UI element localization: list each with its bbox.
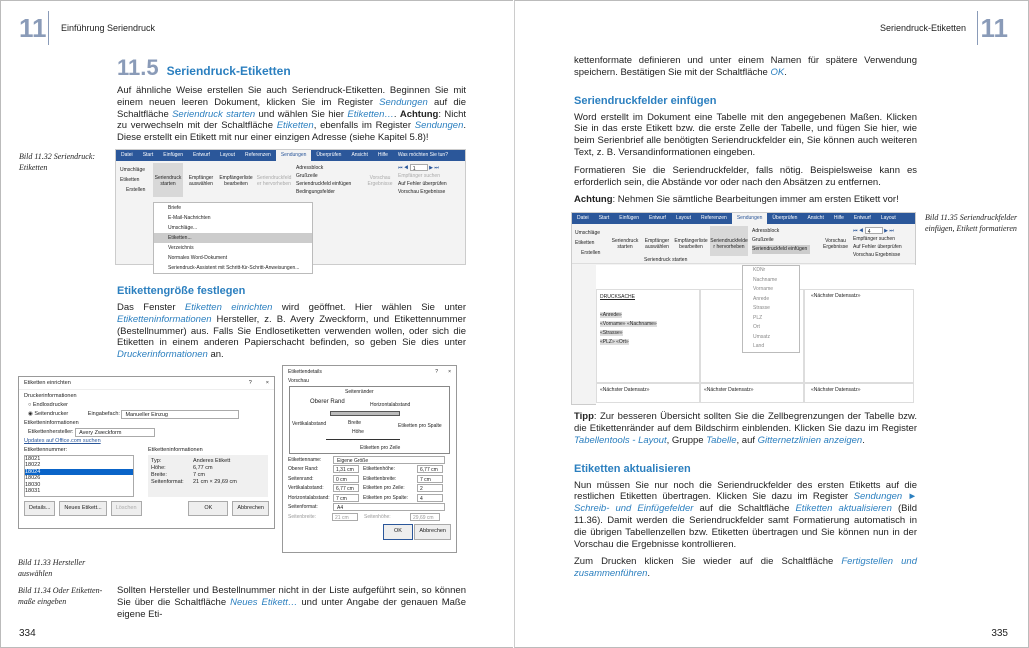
ribbon-tab[interactable]: Überprüfen [772, 215, 798, 222]
section-heading [117, 55, 466, 81]
list-item[interactable]: 18026 [25, 475, 41, 482]
measure-input[interactable]: 4 [417, 494, 443, 502]
ribbon-tab[interactable]: Einfügen [619, 215, 639, 222]
text-run: und wählen Sie hier [255, 108, 348, 120]
menu-item[interactable]: Strasse [753, 305, 770, 312]
subheading: Etiketten aktualisieren [574, 462, 691, 475]
help-button[interactable]: ? [435, 368, 439, 375]
text-run: : Zur besseren Übersicht sollten Sie die Zellbegrenzungen der Tabelle bzw. die Etikettenränder auf dem Bildschirm einblenden. Klicken Sie dazu im Register [574, 411, 917, 434]
field-label: Etiketten pro Spalte: [363, 494, 409, 501]
field-label: Etikettenbreite: [363, 475, 397, 482]
dialog-title: Etikettendetails [288, 368, 322, 375]
ribbon-tab[interactable]: Hilfe [377, 151, 388, 158]
text-run: . [393, 108, 400, 120]
paragraph [574, 165, 917, 189]
create-group [120, 165, 145, 195]
paragraph [574, 480, 917, 551]
text-run: Das Fenster [117, 301, 185, 313]
ui-reference: Tabellentools - Layout [574, 434, 667, 446]
ui-reference: Gitternetzlinien anzeigen [757, 434, 863, 446]
ok-button[interactable]: OK [383, 524, 413, 540]
highlight-fields-button[interactable]: Seriendruckfelder hervorheben [256, 174, 292, 187]
group-label: Seriendruck starten [644, 257, 688, 264]
ui-reference: Fertigstellen und zusammenführen [574, 556, 917, 580]
info-key: Höhe: [151, 464, 166, 471]
bold-label: Achtung [399, 108, 439, 120]
update-link[interactable]: Updates auf Office.com suchen [24, 437, 101, 444]
group-label: Vorschau Ergebnisse [398, 188, 446, 195]
greeting-button[interactable]: Grußzeile [752, 237, 774, 244]
list-item[interactable]: 18021 [25, 455, 41, 462]
ribbon-tabs [116, 150, 465, 161]
text-run: Hersteller, z. B. Avery Zweckform, und Etikettennummer (Bestellnummer) aus. Falls Sie Endlosetiketten verwenden wollen, oder sich die Etiketten in einem anderen Papierschacht befinden, so geben Sie dies unter [117, 313, 466, 349]
tray-label: Eingabefach: [87, 410, 120, 417]
group-label: Vorschau Ergebnisse [853, 252, 901, 259]
details-button[interactable]: Details... [24, 501, 55, 516]
close-button[interactable]: × [448, 368, 451, 375]
right-page [514, 0, 1029, 648]
info-value: 7 cm [193, 471, 205, 478]
page-height-input[interactable]: 29,69 cm [410, 513, 440, 521]
radio-page-printer[interactable]: ◉ [28, 410, 35, 417]
address-block-button[interactable]: Adressblock [296, 164, 324, 171]
bold-label: Tipp [574, 411, 594, 423]
page-format-select[interactable]: A4 [333, 503, 445, 511]
labels-button[interactable]: Etiketten [575, 240, 595, 247]
info-row [151, 458, 265, 465]
insert-field-button[interactable]: Seriendruckfeld einfügen [296, 180, 352, 187]
radio-continuous[interactable]: ○ [28, 401, 33, 408]
field-label: Etikettenhöhe: [363, 466, 395, 473]
figure-caption: Bild 11.34 Oder Etiketten-maße eingeben [18, 585, 103, 606]
figure [571, 212, 1018, 405]
ribbon-tab[interactable]: Sendungen [732, 213, 768, 224]
menu-item[interactable]: PLZ [753, 314, 763, 321]
label-number-list[interactable] [24, 455, 134, 497]
measure-input[interactable]: 7 cm [417, 475, 443, 483]
start-merge-button[interactable]: Seriendruck starten [611, 238, 639, 251]
ribbon-tab[interactable]: Entwurf [649, 215, 666, 222]
paragraph [574, 194, 917, 206]
ui-reference: Etiketten… [347, 108, 394, 120]
menu-item[interactable]: Umsatz [753, 333, 770, 340]
field-label: Oberer Rand: [288, 466, 319, 473]
field-label: Vertikalabstand: [288, 485, 324, 492]
ok-button[interactable]: OK [188, 501, 228, 516]
field-label: Etiketten pro Zeile: [363, 485, 405, 492]
measure-input[interactable]: 6,77 cm [417, 465, 443, 473]
group-label: Erstellen [126, 186, 146, 193]
menu-item[interactable]: E-Mail-Nachrichten [168, 214, 211, 221]
preview-button[interactable]: Vorschau Ergebnisse [367, 174, 393, 187]
text-run: Nun müssen Sie nur noch die Seriendruckfelder des ersten Etiketts auf die restlichen Etiketten übertragen. Klicken Sie dazu im Register [574, 479, 917, 503]
list-item[interactable]: 18024 [25, 469, 133, 476]
paragraph [117, 302, 466, 361]
diagram-label: Horizontalabstand [370, 401, 411, 408]
ribbon-tab[interactable]: Entwurf [193, 151, 210, 158]
field-label: Seitenrand: [288, 475, 314, 482]
paragraph [574, 556, 917, 580]
menu-item[interactable]: Land [753, 343, 765, 350]
address-block-button[interactable]: Adressblock [752, 228, 780, 235]
diagram-label: Oberer Rand [310, 398, 345, 405]
info-value: Anderes Etikett [193, 457, 231, 464]
text-run: . [862, 434, 865, 446]
menu-item[interactable]: Vorname [753, 286, 774, 293]
delete-button[interactable]: Löschen [111, 501, 142, 516]
running-head: Einführung Seriendruck [61, 23, 156, 33]
preview-button[interactable]: Vorschau Ergebnisse [822, 238, 848, 251]
measure-input[interactable]: 2 [417, 484, 443, 492]
text-run: , auf [736, 434, 758, 446]
group-label: Druckerinformationen [24, 392, 77, 399]
dialog-buttons [24, 501, 269, 516]
ribbon-tab[interactable]: Start [142, 151, 154, 158]
group-label: Erstellen [581, 250, 601, 257]
insert-field-button[interactable]: Seriendruckfeld einfügen [752, 245, 810, 254]
envelopes-button[interactable]: Umschläge [120, 166, 146, 173]
highlight-fields-button[interactable]: Seriendruckfelder hervorheben [710, 226, 748, 256]
ribbon-tab[interactable]: Layout [219, 151, 235, 158]
section-title: Seriendruck-Etiketten [166, 64, 291, 78]
text-run: Word erstellt im Dokument eine Tabelle mit den angegebenen Maßen. Klicken Sie in das erste Etikett bzw. die erste Zelle der Tabelle, und fügen Sie hier, wie beim Serienbrief alle benötigten Seriendruckfelder ein, Sie können auch weiteren Text, z. B. Versandinformationen eingeben. [574, 111, 917, 158]
ribbon-screenshot [115, 149, 466, 271]
caption-column [18, 557, 117, 620]
field-label: Seitenformat: [288, 504, 318, 511]
text-run: kettenformate definieren und unter einem Namen für spätere Verwendung speichern. Bestätigen Sie mit der Schaltfläche [574, 55, 917, 78]
start-merge-menu [153, 202, 313, 274]
info-row [151, 472, 265, 479]
right-column [571, 55, 1018, 580]
ui-reference: Tabelle [706, 434, 737, 446]
ribbon-tab[interactable]: Einfügen [163, 151, 183, 158]
info-value: 6,77 cm [193, 464, 213, 471]
menu-item[interactable]: Nachname [753, 276, 778, 283]
measure-input[interactable]: 0 cm [333, 475, 359, 483]
bold-label: Achtung [574, 194, 613, 206]
figure-row [18, 365, 466, 555]
text-run: auf die Schaltfläche [117, 96, 467, 120]
label-cell: «Nächster Datensatz» [596, 383, 700, 403]
header-rule [977, 11, 978, 45]
label-cell: «Nächster Datensatz» [804, 383, 914, 403]
text-run: wird geöffnet. Hier wählen Sie unter [272, 301, 466, 313]
ribbon-tab[interactable]: Sendungen [276, 150, 312, 161]
paragraph [574, 411, 917, 446]
ribbon-tab[interactable]: Referenzen [700, 215, 727, 222]
paragraph-group [574, 112, 917, 207]
text-run: . [647, 568, 651, 580]
label-cell-first [596, 289, 700, 383]
page-width-input[interactable]: 21 cm [332, 513, 358, 521]
diagram-label: Etiketten pro Zeile [360, 444, 401, 451]
diagram-label: Breite [348, 419, 362, 426]
group-label: Bedingungsfelder [296, 188, 335, 195]
merge-field: «Vorname» «Nachname» [600, 321, 657, 328]
text-run: Sollten Hersteller und Bestellnummer nicht in der Liste aufgeführt sein, so können Sie über die Schaltfläche [117, 584, 466, 608]
labels-button[interactable]: Etiketten [120, 176, 140, 183]
info-key: Seitenformat: [151, 478, 184, 485]
measure-input[interactable]: 7 cm [333, 494, 359, 502]
info-key: Typ: [151, 457, 162, 464]
ribbon-tab[interactable]: Ansicht [351, 151, 368, 158]
ribbon-tab[interactable]: Referenzen [244, 151, 271, 158]
ribbon-tab[interactable]: Entwurf [853, 215, 871, 222]
ribbon-tabs [572, 213, 915, 224]
text-run: . [784, 66, 787, 78]
greeting-button[interactable]: Grußzeile [296, 172, 318, 179]
ribbon-tab[interactable]: Layout [675, 215, 691, 222]
measure-row [288, 465, 451, 475]
vendor-select[interactable]: Avery Zweckform [75, 428, 155, 437]
text-run: Auf ähnliche Weise erstellen Sie auch Seriendruck-Etiketten. Beginnen Sie mit einem neuen leeren Dokument, klicken Sie im Register [117, 85, 466, 108]
select-recipients-button[interactable]: Empfänger auswählen [644, 238, 670, 251]
text-run: , Gruppe [666, 434, 707, 446]
cancel-button[interactable]: Abbrechen [414, 524, 451, 540]
tray-select[interactable]: Manueller Einzug [121, 410, 239, 419]
info-label: Etiketteninformationen [148, 446, 203, 453]
ui-reference: Etiketten aktualisieren [795, 503, 892, 515]
measure-row [288, 475, 451, 485]
ui-reference: Etiketteninformationen [117, 313, 212, 325]
menu-item[interactable]: Umschläge... [168, 224, 198, 231]
number-label: Etikettennummer: [24, 446, 68, 453]
subheading: Etikettengröße festlegen [117, 284, 246, 297]
figure-caption: Bild 11.33 Hersteller auswählen [18, 557, 86, 578]
paragraph [117, 85, 466, 144]
text-run: . Diese erstellt ein Etikett mit nur einer einzigen Adresse (siehe Kapitel 5.8)! [117, 120, 466, 144]
menu-item[interactable]: Briefe [168, 204, 182, 211]
field-label: Seitenhöhe: [364, 513, 391, 520]
close-button[interactable]: × [265, 379, 269, 386]
left-page [0, 0, 513, 648]
record-field[interactable]: 4 [865, 227, 883, 234]
caption-row [18, 557, 466, 620]
text-run: Formatieren Sie die Seriendruckfelder, falls nötig. Beispielsweise kann es erforderlich sein, die Abstände vor oder nach den Absätzen zu entfernen. [574, 164, 917, 188]
diagram-label: Vertikalabstand [292, 420, 327, 427]
label-cell: «Nächster Datensatz» [804, 289, 914, 383]
figure-caption: Bild 11.32 Seriendruck: Etiketten [19, 151, 96, 172]
list-item[interactable]: 18031 [25, 488, 41, 495]
cancel-button[interactable]: Abbrechen [232, 501, 269, 516]
info-row [151, 479, 265, 486]
text-run: , ebenfalls im Register [313, 120, 415, 132]
left-column [18, 55, 466, 620]
list-item[interactable]: 18022 [25, 462, 41, 469]
menu-item[interactable]: KDNr [753, 267, 766, 274]
field-label: Horizontalabstand: [288, 494, 330, 501]
ribbon-tab[interactable]: Überprüfen [316, 151, 342, 158]
new-label-button[interactable]: Neues Etikett... [59, 501, 106, 516]
chapter-number: 11 [980, 13, 1008, 43]
fields-group [296, 164, 351, 196]
ribbon-tab[interactable]: Datei [577, 215, 589, 222]
text-run: und unter Angabe der genauen Maße eigene Eti- [117, 596, 467, 620]
header-rule [48, 11, 49, 45]
ui-reference: Etiketten einrichten [184, 301, 273, 313]
label-info [148, 455, 268, 497]
label-details-dialog [282, 365, 457, 553]
ui-reference: Druckerinformationen [117, 349, 208, 361]
find-recipient-button[interactable]: Empfänger suchen [398, 172, 440, 179]
find-recipient-button[interactable]: Empfänger suchen [853, 236, 895, 243]
diagram-label: Seitenränder [345, 388, 374, 395]
paragraph [574, 55, 917, 79]
running-head: Seriendruck-Etiketten [879, 23, 966, 33]
dialog-title: Etiketten einrichten [24, 379, 71, 386]
ui-reference: OK [770, 66, 785, 78]
start-merge-button[interactable]: Seriendruck starten [153, 163, 183, 197]
ui-reference: Seriendruck starten [172, 108, 256, 120]
ui-reference: Sendungen [414, 120, 464, 132]
text-run: Zum Drucken klicken Sie wieder auf die Schaltfläche [574, 556, 842, 568]
ribbon-tab[interactable]: Hilfe [833, 215, 844, 222]
radio-label: Seitendrucker [34, 410, 69, 417]
list-item[interactable]: 18030 [25, 481, 41, 488]
menu-item[interactable]: Etiketten... [154, 233, 312, 243]
chapter-number: 11 [19, 13, 47, 43]
preview-label: Vorschau [288, 377, 309, 384]
page-number: 334 [19, 628, 36, 639]
measure-row [288, 484, 451, 494]
info-value: 21 cm × 29,69 cm [193, 478, 237, 485]
field-label: Seitenbreite: [288, 513, 317, 520]
menu-item[interactable]: Seriendruck-Assistent mit Schritt-für-Schritt-Anweisungen... [168, 264, 300, 271]
figure-caption: Bild 11.35 Seriendruckfelder einfügen, Etikett formatieren [925, 213, 1018, 234]
record-field[interactable]: 1 [410, 164, 428, 171]
label-options-dialog [18, 376, 275, 529]
paragraph [574, 112, 917, 159]
merge-field: «PLZ» «Ort» [600, 339, 629, 346]
ribbon-tab[interactable]: Ansicht [807, 215, 824, 222]
edit-recipients-button[interactable]: Empfängerliste bearbeiten [674, 238, 708, 251]
info-key: Breite: [151, 471, 167, 478]
label-text: DRUCKSACHE [600, 294, 636, 301]
menu-item[interactable]: Anrede [753, 295, 770, 302]
text-run: : Nicht zu verwechseln mit der Schaltfläche [117, 108, 466, 132]
radio-label: Endlosdrucker [32, 401, 69, 408]
text-run: an. [207, 349, 224, 361]
label-diagram [289, 386, 450, 454]
measure-row [288, 494, 451, 504]
figure [19, 149, 466, 271]
vendor-label: Etikettenhersteller: [28, 428, 74, 435]
field-label: Etikettenname: [288, 456, 322, 463]
ribbon-tab[interactable]: Was möchten Sie tun? [397, 151, 448, 158]
menu-item[interactable]: Ort [753, 324, 760, 331]
merge-field-dropdown [742, 265, 800, 353]
group-label: Etiketteninformationen [24, 419, 79, 426]
measure-fields [288, 465, 451, 503]
text-run: (Bild 11.36). Damit werden die Seriendruckfelder samt Formatierung automatisch in die übrigen Tabellenzellen bzw. Etiketten übertragen und Sie können nun in der Vorschau die Ergebnisse kontrollieren. [574, 503, 917, 550]
ribbon-tab[interactable]: Datei [121, 151, 133, 158]
ui-reference: Neues Etikett… [230, 596, 298, 608]
diagram-label: Etiketten pro Spalte [398, 422, 442, 429]
ui-reference: Sendungen [379, 96, 428, 108]
preview-group: ⏮ ◀ 1 ▶ ⏭ Empfänger suchen Auf Fehler überprüfen Vorschau Ergebnisse [398, 164, 447, 195]
subheading: Seriendruckfelder einfügen [574, 94, 717, 107]
help-button[interactable]: ? [248, 379, 252, 386]
edit-recipients-button[interactable]: Empfängerliste bearbeiten [219, 174, 253, 187]
page-number: 335 [991, 628, 1008, 639]
ribbon-tab[interactable]: Layout [880, 215, 896, 222]
merge-field: «Anrede» [600, 312, 622, 319]
envelopes-button[interactable]: Umschläge [575, 230, 601, 237]
diagram-label: Höhe [352, 428, 364, 435]
label-name-input[interactable]: Eigene Größe [333, 456, 445, 464]
ui-reference: Sendungen ► Schreib- und Einfügefelder [574, 491, 917, 515]
check-errors-button[interactable]: Auf Fehler überprüfen [398, 180, 447, 187]
check-errors-button[interactable]: Auf Fehler überprüfen [853, 244, 902, 251]
measure-input[interactable]: 1,31 cm [333, 465, 359, 473]
menu-item[interactable]: Verzeichnis [168, 244, 194, 251]
text-run: auf die Schaltfläche [693, 503, 796, 515]
paragraph [117, 585, 466, 620]
measure-input[interactable]: 6,77 cm [333, 484, 359, 492]
info-row [151, 465, 265, 472]
word-document-screenshot: Datei Start Einfügen Entwurf Layout Referenzen Sendungen Überprüfen Ansicht Hilfe Entwurf Layout Umschläge Etiketten Erstellen Seriendruck starten Empfänger auswählen Empfängerliste bearbeiten Seriendruck starten Seriendruckfelder hervorheben Adressblock Grußzeile Seriendruckfeld einfügen Vorschau Ergebnisse ⏮ ◀ 4 ▶ ⏭ Empfänger suchen Auf Fehler überprüfen Vorschau Ergebnisse DRUCKSACHE «Anrede» «Vorname» «Nachname» «Strasse» «PLZ» «Ort» «Nächster Datensatz» «Nächster Datensatz» «Nächster Datensatz» «Nächster Datensatz» KDNr Nachname Vorname Anrede Strasse PLZ Ort Umsatz Land [571, 212, 916, 405]
menu-item[interactable]: Normales Word-Dokument [168, 254, 228, 261]
merge-field: «Strasse» [600, 330, 623, 337]
section-number: 11.5 [117, 55, 159, 80]
label-cell: «Nächster Datensatz» [700, 383, 804, 403]
paragraph-group [574, 480, 917, 580]
ui-reference: Etiketten [276, 120, 314, 132]
text-run: : Nehmen Sie sämtliche Bearbeitungen immer am ersten Etikett vor! [612, 194, 899, 206]
select-recipients-button[interactable]: Empfänger auswählen [188, 174, 214, 187]
ribbon-tab[interactable]: Start [598, 215, 610, 222]
